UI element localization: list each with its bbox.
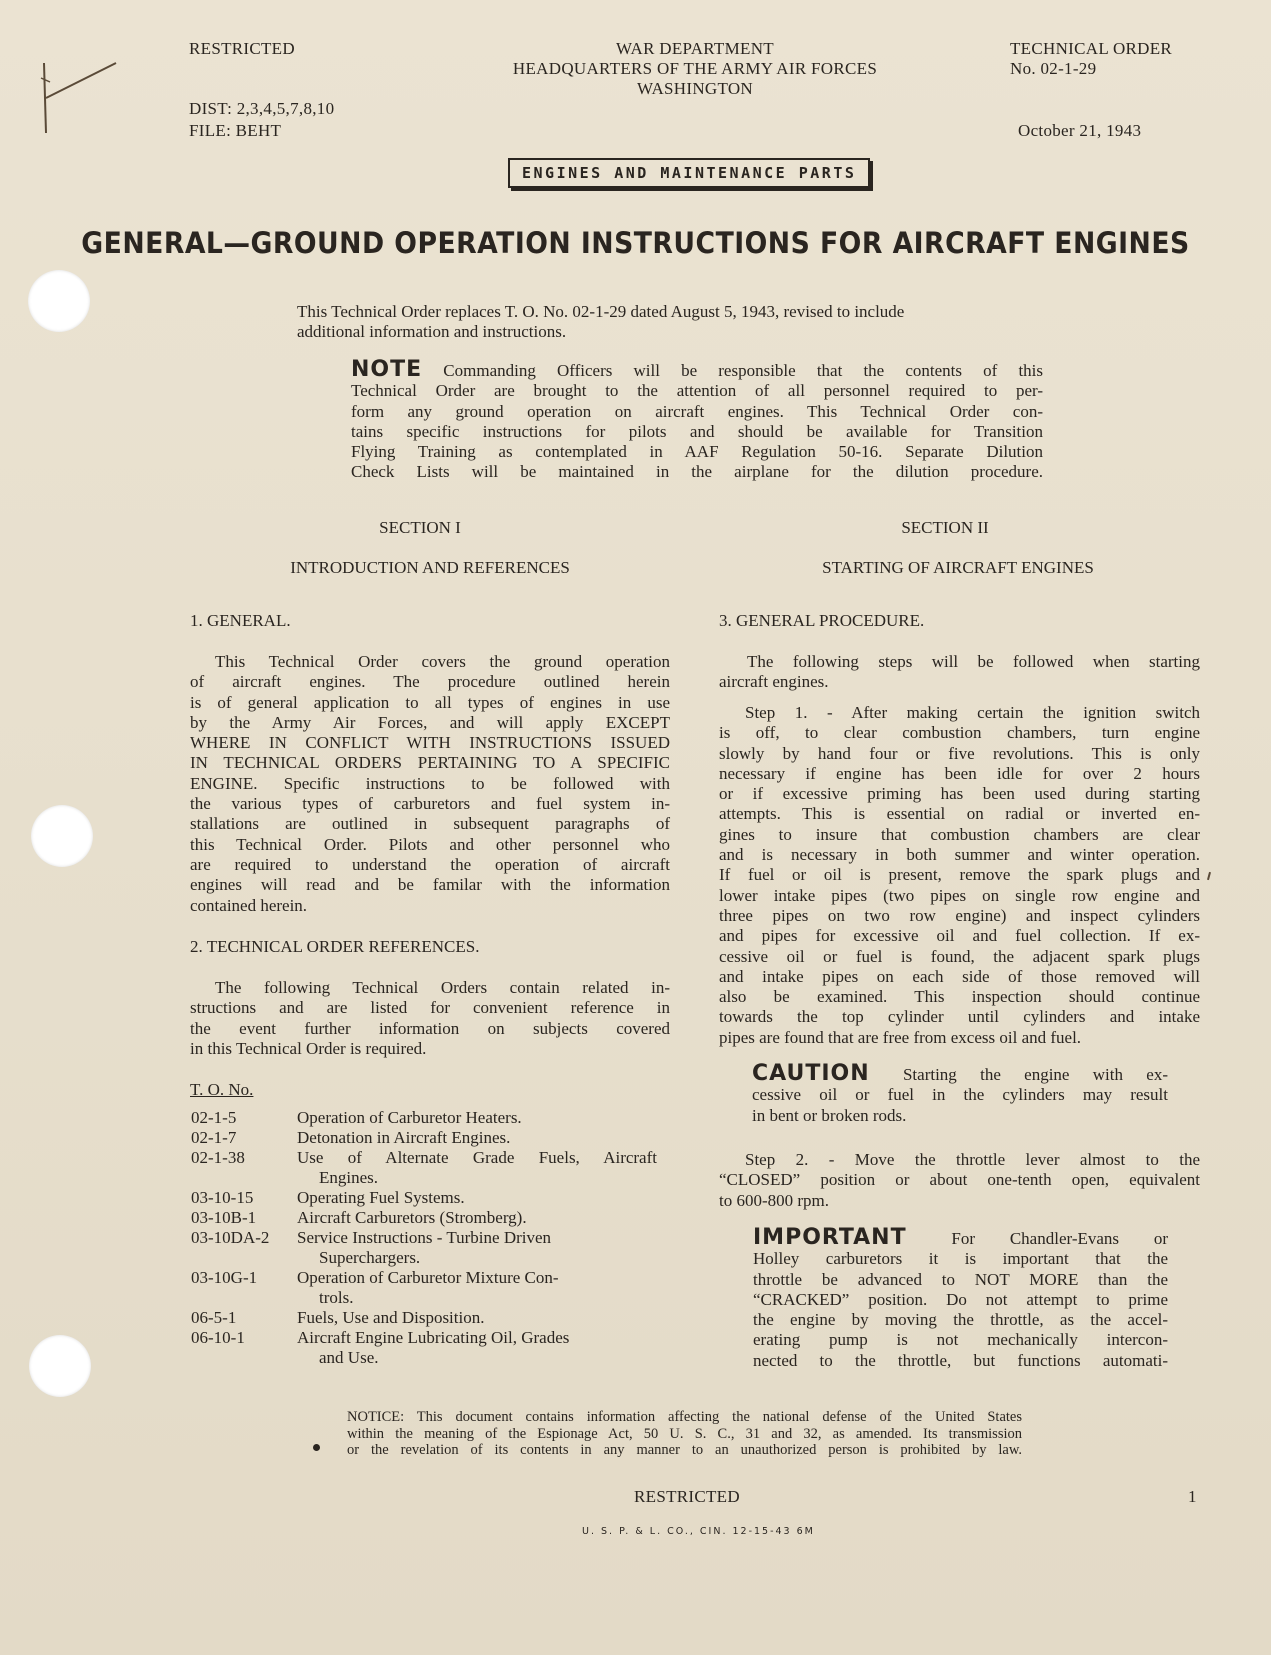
paragraph-line: This Technical Order covers the ground operation — [215, 652, 670, 671]
paragraph-line: stallations are outlined in subsequent paragraphs of — [190, 814, 670, 834]
intro-line: additional information and instructions. — [297, 322, 567, 342]
notice-line: NOTICE: This document contains information affecting the national defense of the United States — [347, 1409, 1022, 1425]
important-label: IMPORTANT — [753, 1225, 907, 1250]
paragraph-3-body — [719, 652, 1200, 693]
paragraph-line: towards the top cylinder until cylinders and intake — [719, 1007, 1200, 1027]
important-line: Holley carburetors it is important that the — [753, 1249, 1168, 1269]
header-date: October 21, 1943 — [1018, 121, 1142, 140]
to-description: Operation of Carburetor Mixture Con- — [297, 1268, 559, 1287]
header-department: WAR DEPARTMENT — [616, 39, 774, 58]
caution-line: in bent or broken rods. — [752, 1105, 907, 1125]
pencil-mark-icon — [36, 58, 121, 138]
notice-line: within the meaning of the Espionage Act, 50 U. S. C., 31 and 32, as amended. Its transmission — [347, 1425, 1022, 1442]
to-code: 02-1-38 — [191, 1148, 245, 1167]
to-description-continued: Superchargers. — [319, 1248, 421, 1267]
important-line: erating pump is not mechanically intercon- — [753, 1330, 1168, 1350]
paragraph-line: slowly by hand four or five revolutions. This is only — [719, 743, 1200, 763]
bullet-mark-icon — [313, 1444, 320, 1451]
paragraph-line: are required to understand the operation of aircraft — [190, 854, 670, 874]
to-code: 03-10B-1 — [191, 1208, 257, 1227]
to-description: Fuels, Use and Disposition. — [297, 1308, 485, 1327]
paragraph-line: necessary if engine has been idle for over 2 hours — [719, 763, 1200, 783]
header-technical-order: TECHNICAL ORDER — [1010, 39, 1173, 58]
caution-line: Starting the engine with ex- — [902, 1065, 1168, 1084]
note-line: tains specific instructions for pilots and should be available for Transition — [351, 421, 1043, 441]
to-description-continued: Engines. — [319, 1168, 379, 1187]
to-description: Operating Fuel Systems. — [297, 1188, 465, 1207]
notice-line: or the revelation of its contents in any manner to an unauthorized person is prohibited by law. — [347, 1442, 1022, 1458]
paragraph-line: is of general application to all types of engines in use — [190, 692, 670, 712]
intro-paragraph — [297, 302, 1117, 343]
intro-line: This Technical Order replaces T. O. No. 02-1-29 dated August 5, 1943, revised to include — [297, 302, 905, 321]
note-line: form any ground operation on aircraft engines. This Technical Order con- — [351, 401, 1043, 421]
header-restricted: RESTRICTED — [189, 39, 295, 58]
paragraph-2-heading: 2. TECHNICAL ORDER REFERENCES. — [190, 937, 480, 956]
caution-block — [752, 1061, 1168, 1126]
paragraph-line: If fuel or oil is present, remove the spark plugs and — [719, 865, 1200, 885]
caution-line: cessive oil or fuel in the cylinders may result — [752, 1085, 1168, 1105]
paragraph-line: to 600-800 rpm. — [719, 1190, 830, 1210]
paragraph-2-body — [190, 978, 670, 1059]
header-distribution: DIST: 2,3,4,5,7,8,10 — [189, 99, 335, 118]
section-2-subheading: STARTING OF AIRCRAFT ENGINES — [822, 558, 1094, 577]
stray-mark — [1207, 872, 1211, 880]
header-headquarters: HEADQUARTERS OF THE ARMY AIR FORCES — [512, 59, 878, 78]
to-code: 03-10-15 — [191, 1188, 254, 1207]
important-line: For Chandler-Evans or — [951, 1229, 1168, 1248]
paragraph-line: or if excessive priming has been used during starting — [719, 784, 1200, 804]
section-1-subheading: INTRODUCTION AND REFERENCES — [290, 558, 570, 577]
category-box: ENGINES AND MAINTENANCE PARTS — [508, 158, 870, 188]
paragraph-line: cessive oil or fuel is found, the adjacent spark plugs — [719, 946, 1200, 966]
page-title: GENERAL—GROUND OPERATION INSTRUCTIONS FOR AIRCRAFT ENGINES — [81, 226, 1190, 260]
paragraph-line: Step 2. - Move the throttle lever almost to the — [745, 1150, 1200, 1169]
paragraph-line: this Technical Order. Pilots and other personnel who — [190, 834, 670, 854]
paragraph-line: IN TECHNICAL ORDERS PERTAINING TO A SPECIFIC — [190, 753, 670, 773]
paragraph-line: “CLOSED” position or about one-tenth open, equivalent — [719, 1170, 1200, 1190]
paragraph-line: The following steps will be followed when starting — [747, 652, 1200, 671]
paragraph-line: ENGINE. Specific instructions to be followed with — [190, 773, 670, 793]
important-line: throttle be advanced to NOT MORE than the — [753, 1269, 1168, 1289]
to-code: 03-10DA-2 — [191, 1228, 270, 1247]
note-line: Check Lists will be maintained in the airplane for the dilution procedure. — [351, 462, 1043, 482]
paragraph-line: and pipes for excessive oil and fuel collection. If ex- — [719, 926, 1200, 946]
paragraph-line: pipes are found that are free from excess oil and fuel. — [719, 1027, 1082, 1047]
to-description: Service Instructions - Turbine Driven — [297, 1228, 552, 1247]
to-description: Detonation in Aircraft Engines. — [297, 1128, 511, 1147]
to-description: Aircraft Engine Lubricating Oil, Grades — [297, 1328, 570, 1347]
paragraph-line: gines to insure that combustion chambers are clear — [719, 824, 1200, 844]
to-code: 02-1-7 — [191, 1128, 237, 1147]
paragraph-line: in this Technical Order is required. — [190, 1038, 427, 1058]
punch-hole-bottom — [29, 1335, 91, 1397]
header-file: FILE: BEHT — [189, 121, 282, 140]
paragraph-line: lower intake pipes (two pipes on single row engine and — [719, 885, 1200, 905]
note-line: Flying Training as contemplated in AAF Regulation 50-16. Separate Dilution — [351, 442, 1043, 462]
note-block — [351, 357, 1044, 483]
to-description-continued: trols. — [319, 1288, 354, 1307]
note-label: NOTE — [351, 357, 423, 382]
paragraph-line: the various types of carburetors and fuel system in- — [190, 794, 670, 814]
page-number: 1 — [1188, 1487, 1197, 1506]
section-2-heading: SECTION II — [901, 518, 989, 537]
to-code: 03-10G-1 — [191, 1268, 258, 1287]
to-code: 06-10-1 — [191, 1328, 245, 1347]
note-line: Technical Order are brought to the attention of all personnel required to per- — [351, 381, 1043, 401]
paragraph-1-body — [190, 652, 670, 916]
punch-hole-top — [28, 270, 90, 332]
paragraph-line: engines will read and be familar with the information — [190, 875, 670, 895]
to-description-continued: and Use. — [319, 1348, 379, 1367]
footer-restricted: RESTRICTED — [634, 1487, 740, 1506]
paragraph-line: Step 1. - After making certain the ignition switch — [745, 703, 1200, 722]
espionage-notice — [347, 1409, 1022, 1459]
note-line: Commanding Officers will be responsible that the contents of this — [443, 361, 1044, 380]
paragraph-line: and is necessary in both summer and winter operation. — [719, 845, 1200, 865]
important-line: “CRACKED” position. Do not attempt to prime — [753, 1289, 1168, 1309]
to-code: 02-1-5 — [191, 1108, 237, 1127]
to-table-header: T. O. No. — [190, 1080, 254, 1099]
paragraph-line: WHERE IN CONFLICT WITH INSTRUCTIONS ISSUED — [190, 733, 670, 753]
paragraph-1-heading: 1. GENERAL. — [190, 611, 291, 630]
step-2-body — [719, 1150, 1200, 1211]
important-line: nected to the throttle, but functions automati- — [753, 1350, 1168, 1370]
paragraph-line: attempts. This is essential on radial or inverted en- — [719, 804, 1200, 824]
to-description: Operation of Carburetor Heaters. — [297, 1108, 522, 1127]
punch-hole-middle — [31, 805, 93, 867]
important-line: the engine by moving the throttle, as the accel- — [753, 1310, 1168, 1330]
paragraph-line: The following Technical Orders contain related in- — [215, 978, 670, 997]
paragraph-line: also be examined. This inspection should continue — [719, 987, 1200, 1007]
paragraph-line: and intake pipes on each side of those removed will — [719, 966, 1200, 986]
important-block — [753, 1225, 1168, 1371]
paragraph-line: by the Army Air Forces, and will apply EXCEPT — [190, 712, 670, 732]
section-1-heading: SECTION I — [379, 518, 461, 537]
step-1-body — [719, 703, 1200, 1048]
paragraph-line: of aircraft engines. The procedure outlined herein — [190, 672, 670, 692]
printer-imprint: U. S. P. & L. CO., CIN. 12-15-43 6M — [582, 1526, 815, 1537]
to-description: Aircraft Carburetors (Stromberg). — [297, 1208, 527, 1227]
paragraph-line: is off, to clear combustion chambers, turn engine — [719, 723, 1200, 743]
header-city: WASHINGTON — [636, 79, 753, 98]
to-description: Use of Alternate Grade Fuels, Aircraft — [297, 1148, 657, 1167]
paragraph-3-heading: 3. GENERAL PROCEDURE. — [719, 611, 925, 630]
header-order-number: No. 02-1-29 — [1010, 59, 1097, 78]
paragraph-line: contained herein. — [190, 895, 308, 915]
to-code: 06-5-1 — [191, 1308, 237, 1327]
caution-label: CAUTION — [752, 1061, 870, 1086]
paragraph-line: the event further information on subjects covered — [190, 1018, 670, 1038]
paragraph-line: three pipes on two row engine) and inspect cylinders — [719, 905, 1200, 925]
paragraph-line: structions and are listed for convenient reference in — [190, 998, 670, 1018]
to-reference-table — [191, 1108, 671, 1368]
paragraph-line: aircraft engines. — [719, 672, 829, 692]
